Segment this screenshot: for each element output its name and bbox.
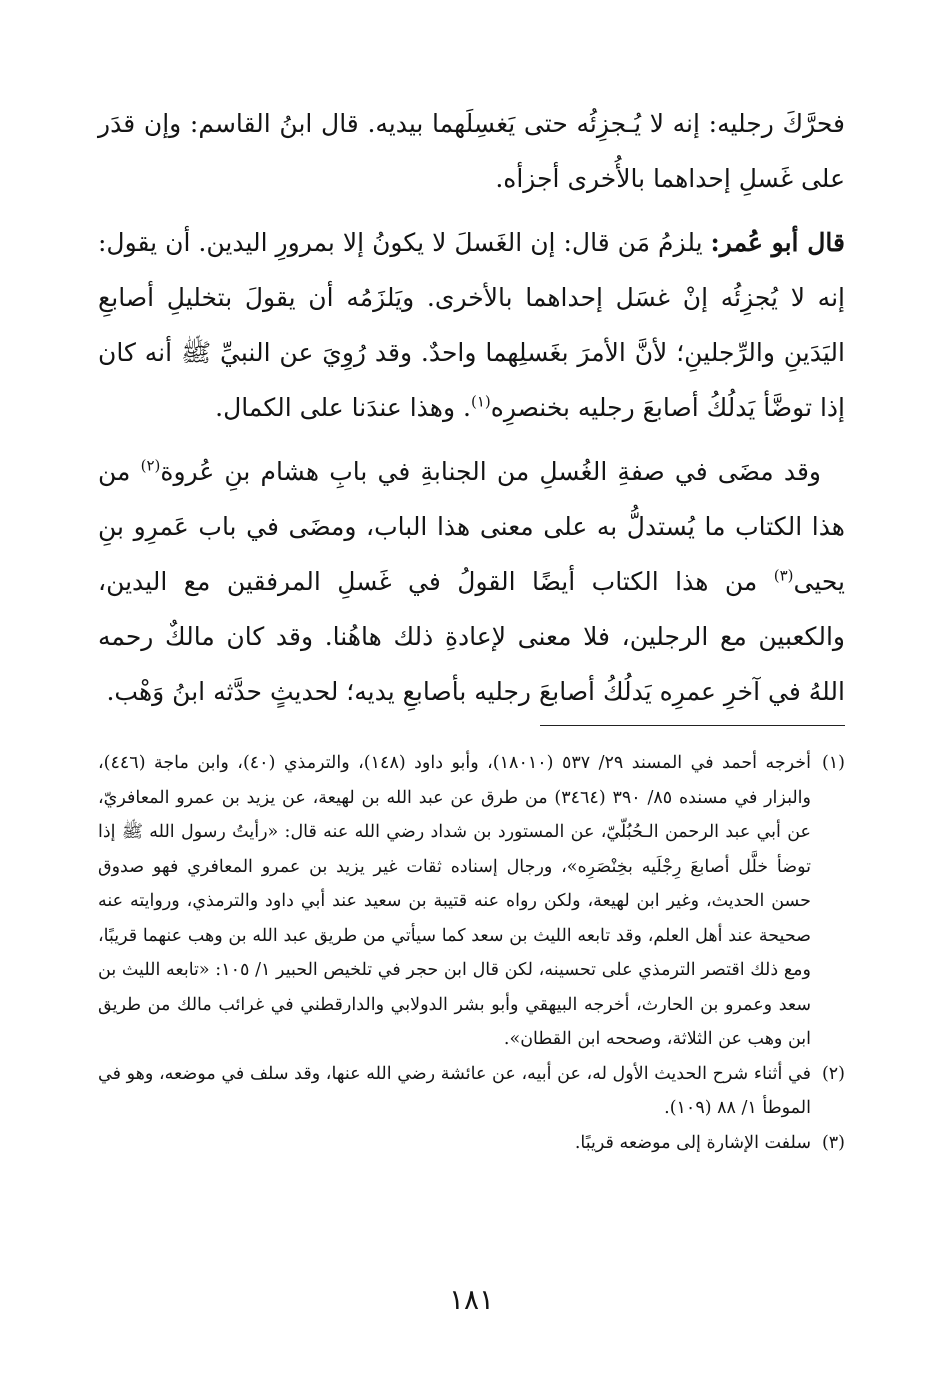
footnote-number: (٢) [821,1063,845,1084]
footnote-3 [98,1126,845,1161]
footnote-separator [540,725,845,726]
paragraph-2-text: يلزمُ مَن قال: إن الغَسلَ لا يكونُ إلا بمرورِ اليدين. أن يقول: إنه لا يُجزِئُه إنْ غسَل إحداهما بالأخرى. ويَلزَمُه أن يقولَ بتخليلِ أصابعِ اليَدَينِ والرِّجلينِ؛ لأنَّ الأمرَ بغَسلِهما واحدٌ. وقد رُوِيَ عن النبيِّ ﷺ أنه كان إذا توضَّأ يَدلُكُ أصابعَ رجليه بخنصرِه [98,228,845,422]
footnote-text: أخرجه أحمد في المسند ٢٩/ ٥٣٧ (١٨٠١٠)، وأبو داود (١٤٨)، والترمذي (٤٠)، وابن ماجة (٤٤٦)، والبزار في مسنده ٨٥/ ٣٩٠ (٣٤٦٤) من طرق عن عبد الله بن لهيعة، عن يزيد بن عمرو المعافريّ، عن أبي عبد الرحمن الـحُبُلّيّ، عن المستورد بن شداد رضي الله عنه قال: «رأيتُ رسول الله ﷺ إذا توضأ خلَّل أصابعَ رِجْلَيه بخِنْصَرِه»، ورجال إسناده ثقات غير يزيد بن عمرو المعافري فهو صدوق حسن الحديث، وغير ابن لهيعة، ولكن رواه عنه قتيبة بن سعيد عند أبي داود والترمذي، وروايته عنه صحيحة عند أهل العلم، وقد تابعه الليث بن سعد كما سيأتي من طريق عبد الله بن وهب عنهما قريبًا، ومع ذلك اقتصر الترمذي على تحسينه، لكن قال ابن حجر في تلخيص الحبير ١/ ١٠٥: «تابعه الليث بن سعد وعمرو بن الحارث، أخرجه البيهقي وأبو بشر الدولابي والدارقطني في غرائب مالك من طريق ابن وهب عن الثلاثة، وصححه ابن القطان». [98,753,811,1049]
paragraph-1-text: فحرَّكَ رجليه: إنه لا يُـجزِئُه حتى يَغسِلَهما بيديه. قال ابنُ القاسم: وإن قدَر على غَسلِ إحداهما بالأُخرى أجزأه. [98,109,845,193]
footnote-2 [98,1057,845,1126]
paragraph-3 [98,444,845,719]
paragraph-3-text: وقد مضَى في صفةِ الغُسلِ من الجنابةِ في بابِ هشام بنِ عُروة [160,457,821,486]
paragraph-3-tail: من هذا الكتاب أيضًا القولُ في غَسلِ المرفقين مع اليدين، والكعبين مع الرجلين، فلا معنى لإعادةِ ذلك هاهُنا. وقد كان مالكٌ رحمه اللهُ في آخرِ عمرِه يَدلُكُ أصابعَ رجليه بأصابعِ يديه؛ لحديثٍ حدَّثه ابنُ وَهْب. [98,567,845,706]
speaker-label: قال أبو عُمر: [710,228,845,257]
footnote-ref-2[interactable]: (٢) [140,456,161,475]
paragraph-1 [98,96,845,206]
footnote-ref-3[interactable]: (٣) [773,566,794,585]
footnote-number: (٣) [821,1132,845,1153]
paragraph-2-tail: . وهذا عندَنا على الكمال. [215,393,471,422]
footnotes [98,746,845,1160]
footnote-text: في أثناء شرح الحديث الأول له، عن أبيه، عن عائشة رضي الله عنها، وقد سلف في موضعه، وهو في الموطأ ١/ ٨٨ (١٠٩). [98,1063,811,1118]
page-number: ١٨١ [448,1283,495,1316]
footnote-ref-1[interactable]: (١) [470,392,491,411]
paragraph-2 [98,215,845,435]
footnote-text: سلفت الإشارة إلى موضعه قريبًا. [574,1132,811,1153]
paragraph-3-middle: من هذا الكتاب ما يُستدلُّ به على معنى هذا الباب، ومضَى في باب عَمرِو بنِ يحيى [98,457,845,596]
footnote-number: (١) [821,753,845,773]
footnote-1 [98,746,845,1057]
main-text [98,96,845,728]
